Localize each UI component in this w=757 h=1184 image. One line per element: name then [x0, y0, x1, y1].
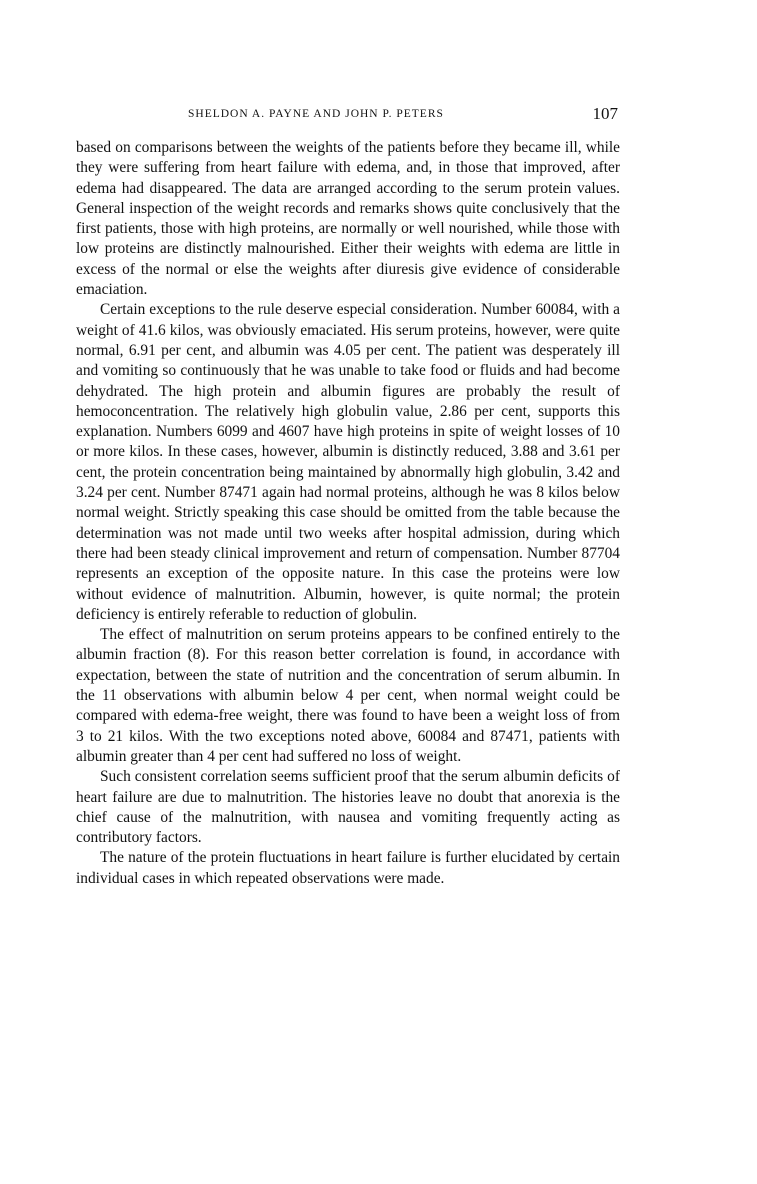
paragraph-albumin-effect: The effect of malnutrition on serum proteins appears to be confined entirely to the albumin fraction (8). For this reason better correlation is found, in accordance with expectation, between the state of nutrition and the concentration of serum albumin. In the 11 observations with albumin below 4 per cent, when normal weight could be compared with edema-free weight, there was found to have been a weight loss of from 3 to 21 kilos. With the two exceptions noted above, 60084 and 87471, patients with albumin greater than 4 per cent had suffered no loss of weight. [76, 626, 620, 765]
document-page [76, 104, 620, 889]
paragraph-continued: based on comparisons between the weights of the patients before they became ill, while they were suffering from heart failure with edema, and, in those that improved, after edema had disappeared. The data are arranged according to the serum protein values. General inspection of the weight records and remarks shows quite conclusively that the first patients, those with high proteins, are normally or well nourished, while those with low proteins are distinctly malnourished. Either their weights with edema are little in excess of the normal or else the weights after diuresis give evidence of considerable emaciation. [76, 139, 620, 299]
paragraph-exceptions: Certain exceptions to the rule deserve especial consideration. Number 60084, with a weight of 41.6 kilos, was obviously emaciated. His serum proteins, however, were quite normal, 6.91 per cent, and albumin was 4.05 per cent. The patient was desperately ill and vomiting so continuously that he was unable to take food or fluids and had become dehydrated. The high protein and albumin figures are probably the result of hemoconcentration. The relatively high globulin value, 2.86 per cent, supports this explanation. Numbers 6099 and 4607 have high proteins in spite of weight losses of 10 or more kilos. In these cases, however, albumin is distinctly reduced, 3.88 and 3.61 per cent, the protein concentration being maintained by abnormally high globulin, 3.42 and 3.24 per cent. Number 87471 again had normal proteins, although he was 8 kilos below normal weight. Strictly speaking this case should be omitted from the table because the determination was not made until two weeks after hospital admission, during which there had been steady clinical improvement and return of compensation. Number 87704 represents an exception of the opposite nature. In this case the proteins were low without evidence of malnutrition. Albumin, however, is quite normal; the protein deficiency is entirely referable to reduction of globulin. [76, 301, 620, 623]
running-head [76, 104, 620, 128]
paragraph-correlation: Such consistent correlation seems sufficient proof that the serum albumin deficits of heart failure are due to malnutrition. The histories leave no doubt that anorexia is the chief cause of the malnutrition, with nausea and vomiting frequently acting as contributory factors. [76, 768, 620, 847]
page-number: 107 [592, 104, 618, 123]
paragraph-fluctuations: The nature of the protein fluctuations in heart failure is further elucidated by certain individual cases in which repeated observations were made. [76, 849, 620, 887]
body-text [76, 138, 620, 889]
running-title: SHELDON A. PAYNE AND JOHN P. PETERS [188, 108, 444, 120]
